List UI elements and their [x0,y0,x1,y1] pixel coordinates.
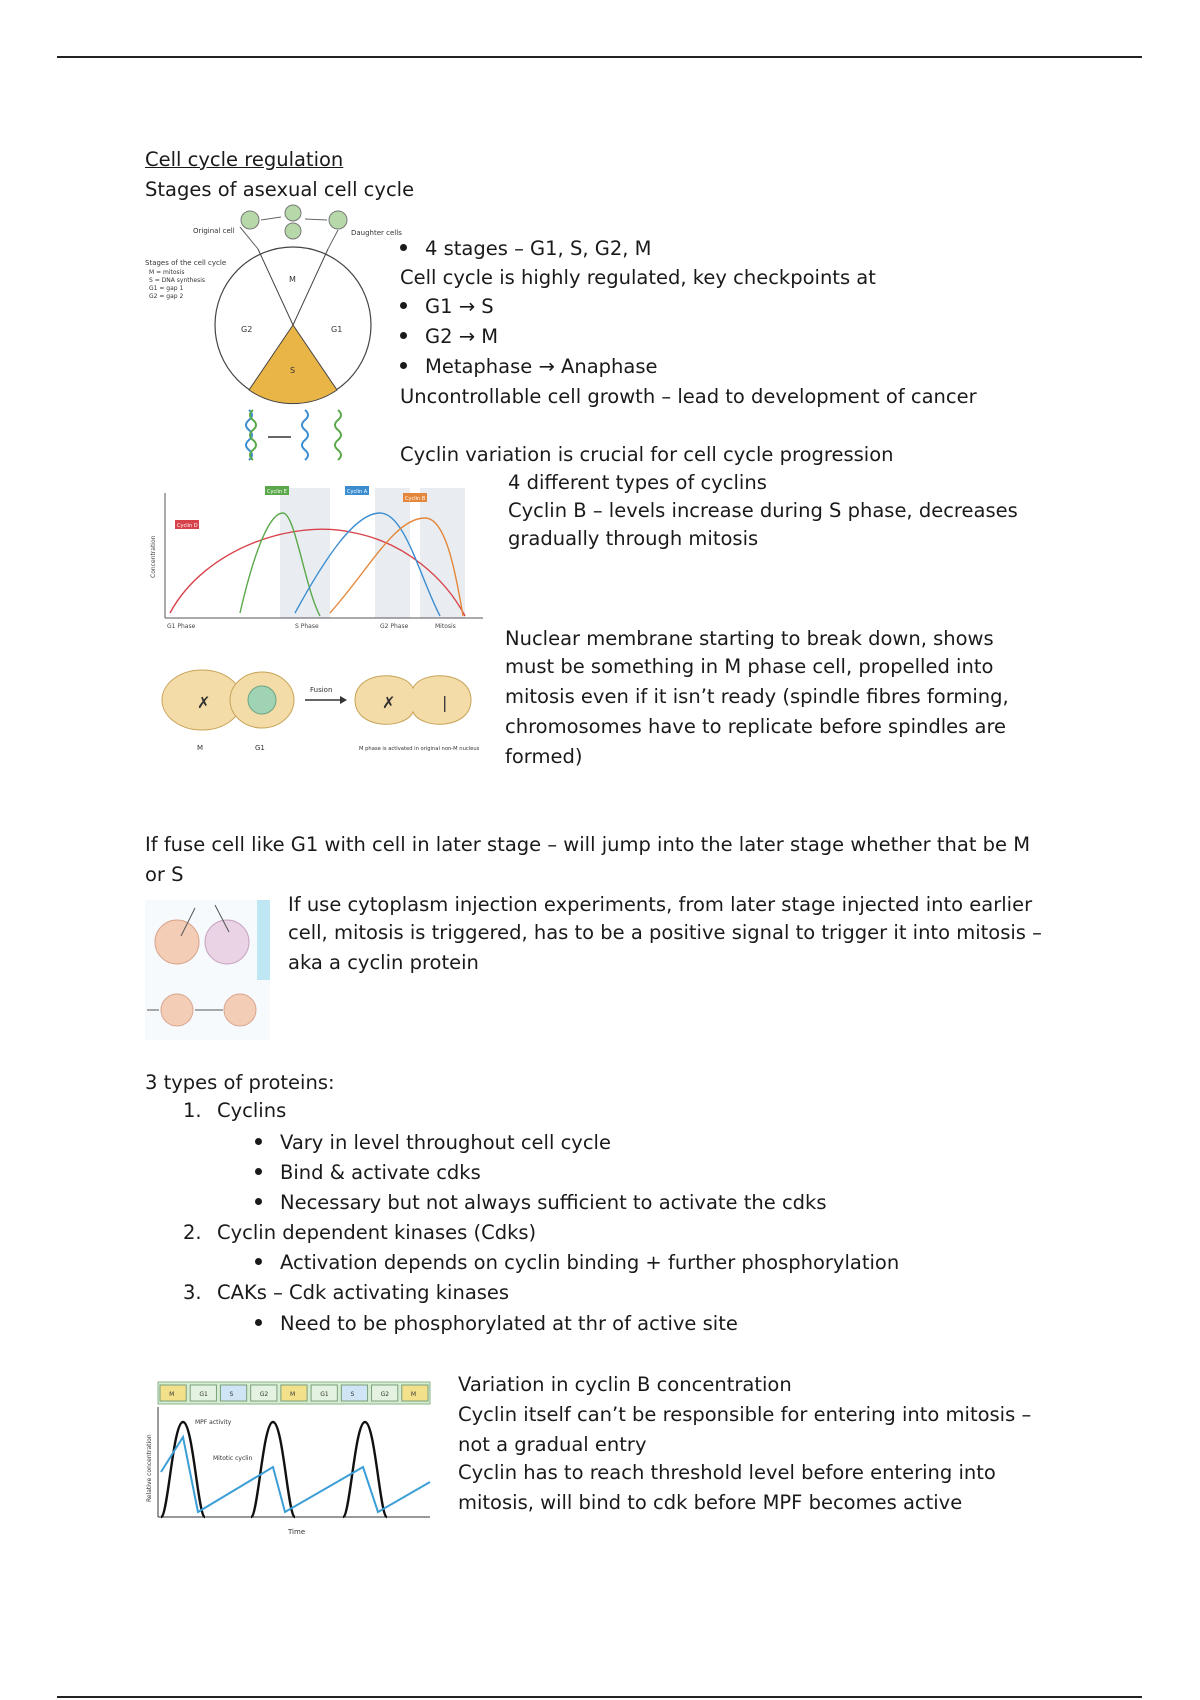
regulated-text: Cell cycle is highly regulated, key checkpoints at [400,266,876,289]
injected-cell-1 [155,920,199,964]
injection-diagram [145,900,270,1040]
result-label: M phase is activated in original non-M nucleus [359,746,480,752]
x-tick-label: S Phase [295,623,319,630]
phase-label: G1 [320,1391,329,1398]
segment-m: M [289,275,296,284]
daughter-cell [329,211,347,229]
nuclear-line-5: formed) [505,745,583,768]
protein-item-3: 3. CAKs – Cdk activating kinases [183,1281,510,1304]
fused-chromosome-2: ❘ [438,693,452,712]
bullet-check-2: G2 → M [400,322,498,352]
m-label: M [197,744,204,752]
uncontrolled-text: Uncontrollable cell growth – lead to development of cancer [400,385,977,408]
nuclear-line-3: mitosis even if it isn’t ready (spindle fibres forming, [505,685,1009,708]
bottom-rule [57,1696,1142,1698]
cyclin-variation-text: Cyclin variation is crucial for cell cycle progression [400,443,894,466]
g1-label: G1 [255,744,265,752]
legend-s: S = DNA synthesis [149,277,206,284]
g1-nucleus [248,686,276,714]
variation-line-2: Cyclin itself can’t be responsible for entering into mitosis – [458,1403,1032,1426]
nuclear-line-4: chromosomes have to replicate before spindles are [505,715,1007,738]
bullet-stages: 4 stages – G1, S, G2, M [400,234,651,264]
protein-2-bullet-a: Activation depends on cyclin binding + further phosphorylation [255,1248,899,1278]
legend-g2: G2 = gap 2 [149,293,184,300]
fuse-line-1: If fuse cell like G1 with cell in later stage – will jump into the later stage whether that be M [145,833,1031,856]
mpf-x-label: Time [288,1528,306,1536]
y-axis-label: Concentration [150,535,157,578]
cell-cycle-diagram [143,205,402,480]
fusion-arrowhead [340,696,347,704]
cyclin-b-text: Cyclin B – levels increase during S phase, decreases [508,499,1018,522]
phase-box [341,1385,367,1401]
proteins-title: 3 types of proteins: [145,1071,335,1094]
nuclear-line-1: Nuclear membrane starting to break down, shows [505,627,994,650]
phase-label: G1 [199,1391,208,1398]
protein-1-bullet-c: Necessary but not always sufficient to activate the cdks [255,1188,827,1218]
segment-s: S [290,366,296,375]
phase-label: S [350,1391,355,1398]
dividing-cell-bottom [285,223,301,239]
nuclear-line-2: must be something in M phase cell, propelled into [505,655,994,678]
mitotic-cyclin-label: Mitotic cyclin [213,1455,253,1462]
injection-line-3: aka a cyclin protein [288,951,479,974]
legend-m: M = mitosis [149,269,185,276]
variation-line-4: Cyclin has to reach threshold level before entering into [458,1461,996,1484]
series-tag-label: Cyclin D [177,523,198,529]
phase-label: G2 [259,1391,269,1398]
protein-item-2: 2. Cyclin dependent kinases (Cdks) [183,1221,537,1244]
protein-1-bullet-a: Vary in level throughout cell cycle [255,1128,611,1158]
page-title: Cell cycle regulation [145,148,344,171]
cyclin-b-text-2: gradually through mitosis [508,527,759,550]
legend-title: Stages of the cell cycle [145,259,227,267]
bullet-check-3: Metaphase → Anaphase [400,352,658,382]
fused-cell [355,676,471,725]
variation-line-1: Variation in cyclin B concentration [458,1373,792,1396]
phase-label: G2 [380,1391,390,1398]
phase-label: M [290,1391,296,1398]
arrow-2 [305,219,327,220]
m-to-original [240,227,258,249]
protein-3-bullet-a: Need to be phosphorylated at thr of active site [255,1309,738,1339]
bullet-check-1: G1 → S [400,292,494,322]
m-chromosome-icon: ✗ [197,693,211,712]
injection-panel-edge [257,900,270,980]
mitotic-cyclin-curve [161,1437,430,1512]
daughter-cells-label: Daughter cells [351,229,402,237]
mpf-y-label: Relative concentration [146,1434,153,1502]
phase-label: M [169,1391,175,1398]
series-tag-label: Cyclin B [405,496,426,502]
s-phase-band [280,488,330,618]
arrow-1 [261,217,281,220]
subheading: Stages of asexual cell cycle [145,178,415,201]
dividing-cell-top [285,205,301,221]
mitosis-band [420,488,465,618]
result-cell-1 [161,994,193,1026]
m-to-daughter [328,230,338,249]
original-cell-label: Original cell [193,227,235,235]
injection-line-2: cell, mitosis is triggered, has to be a positive signal to trigger it into mitosis – [288,921,1042,944]
fusion-label: Fusion [310,686,333,694]
segment-g1: G1 [331,325,343,334]
x-tick-label: Mitosis [435,623,456,630]
dna-copy-2 [335,410,341,460]
x-tick-label: G1 Phase [167,623,196,630]
series-tag-label: Cyclin E [267,489,287,495]
legend-g1: G1 = gap 1 [149,285,184,292]
original-cell [241,211,259,229]
fused-chromosome-1: ✗ [382,693,396,712]
protein-1-bullet-b: Bind & activate cdks [255,1158,481,1188]
segment-g2: G2 [241,325,253,334]
variation-line-5: mitosis, will bind to cdk before MPF becomes active [458,1491,963,1514]
injected-cell-2 [205,920,249,964]
dna-copy-1 [302,410,308,460]
series-tag-label: Cyclin A [347,489,368,495]
result-cell-2 [224,994,256,1026]
protein-item-1: 1. Cyclins [183,1099,287,1122]
x-tick-label: G2 Phase [380,623,409,630]
phase-label: S [229,1391,234,1398]
cyclin-chart [145,488,490,633]
cyclin-types-text: 4 different types of cyclins [508,471,767,494]
fuse-line-2: or S [145,863,184,886]
variation-line-3: not a gradual entry [458,1433,647,1456]
top-rule [57,56,1142,58]
phase-label: M [410,1391,417,1398]
mpf-label: MPF activity [195,1419,232,1426]
cell-fusion-diagram [145,650,485,775]
injection-line-1: If use cytoplasm injection experiments, from later stage injected into earlier [288,893,1033,916]
mpf-oscillation-diagram [143,1372,433,1547]
phase-box [220,1385,246,1401]
